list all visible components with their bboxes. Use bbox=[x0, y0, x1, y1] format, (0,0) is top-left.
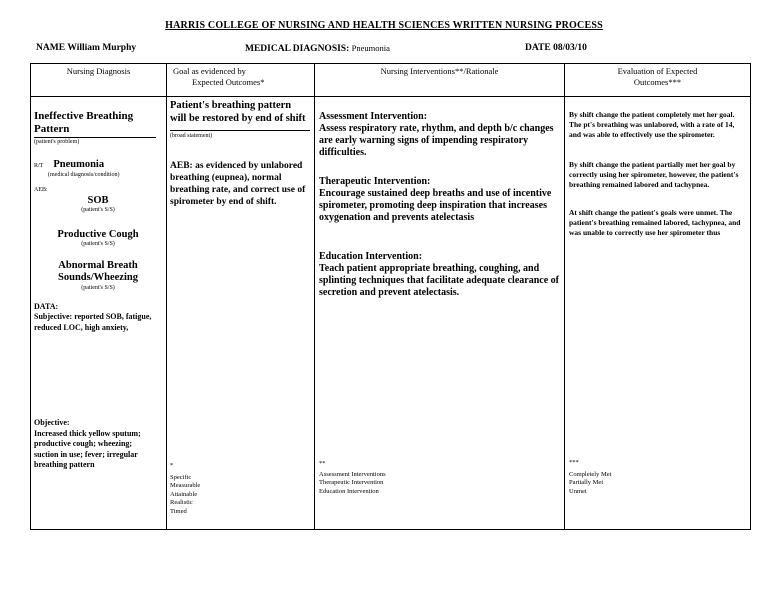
sign-sob: SOB bbox=[87, 194, 109, 206]
therapeutic-text: Encourage sustained deep breaths and use of incentive spirometer, promoting deep inspiration that increases oxygenation and prevents atelectasis bbox=[319, 188, 552, 223]
evaluation-header-line1: Evaluation of Expected bbox=[617, 66, 698, 76]
evaluation-legend bbox=[569, 459, 746, 496]
legend-unmet: Unmet bbox=[569, 487, 587, 495]
evaluation-partial: By shift change the patient partially met her goal by correctly using her spirometer, however, the patient's breathing remained labored and tachypnea. bbox=[569, 160, 739, 189]
goal-broad-statement: Patient's breathing pattern will be restored by end of shift bbox=[170, 100, 310, 131]
therapeutic-title: Therapeutic Intervention: bbox=[319, 176, 431, 187]
legend-completely-met: Completely Met bbox=[569, 470, 612, 478]
document-title: HARRIS COLLEGE OF NURSING AND HEALTH SCIENCES WRITTEN NURSING PROCESS bbox=[165, 20, 603, 31]
objective-section bbox=[34, 418, 158, 471]
sign-abnormal-breath-note: (patient's S/S) bbox=[81, 284, 115, 291]
goal-column bbox=[170, 100, 310, 208]
evaluation-unmet: At shift change the patient's goals were unmet. The patient's breathing remained labored, tachypnea, and was unable to correctly use her spirometer thus bbox=[569, 208, 741, 237]
column-divider-3 bbox=[564, 64, 565, 530]
column-divider-2 bbox=[314, 64, 315, 530]
sign-abnormal-breath-line1: Abnormal Breath bbox=[58, 259, 138, 271]
assessment-text: Assess respiratory rate, rhythm, and depth b/c changes are early warning signs of impending respiratory difficulties. bbox=[319, 123, 554, 158]
document-date bbox=[525, 43, 587, 53]
evaluation-met: By shift change the patient completely met her goal. The pt's breathing was unlabored, with a rate of 14, and was able to effectively use the spirometer. bbox=[569, 110, 735, 139]
education-title: Education Intervention: bbox=[319, 251, 423, 262]
smart-timed: Timed bbox=[170, 507, 187, 515]
column-divider-1 bbox=[166, 64, 167, 530]
medical-diagnosis bbox=[245, 43, 390, 54]
rt-value: Pneumonia bbox=[53, 158, 105, 170]
sign-abnormal-breath-line2: Sounds/Wheezing bbox=[58, 272, 138, 283]
table-bottom-border bbox=[30, 529, 751, 530]
interventions-column bbox=[319, 111, 561, 299]
table-left-border bbox=[30, 64, 31, 530]
objective-data: Increased thick yellow sputum; productive cough; wheezing; suction in use; fever; irregular breathing pattern bbox=[34, 428, 141, 469]
rt-label: R/T bbox=[34, 162, 44, 169]
diagnosis-column bbox=[34, 110, 162, 333]
smart-specific: Specific bbox=[170, 473, 192, 481]
assessment-title: Assessment Intervention: bbox=[319, 111, 428, 122]
problem-note: (patient's problem) bbox=[34, 139, 80, 145]
sign-productive-cough: Productive Cough bbox=[57, 228, 139, 240]
goal-header-line2: Expected Outcomes* bbox=[192, 77, 265, 87]
table-right-border bbox=[750, 64, 751, 530]
name-label: NAME bbox=[36, 43, 66, 53]
interventions-legend bbox=[319, 460, 559, 496]
table-top-border bbox=[30, 63, 751, 64]
goal-broad-note: (broad statement) bbox=[170, 133, 213, 139]
subjective-data: Subjective: reported SOB, fatigue, reduced LOC, high anxiety, bbox=[34, 312, 152, 332]
patient-name bbox=[36, 43, 136, 53]
name-value: William Murphy bbox=[67, 43, 137, 53]
rt-note: (medical diagnosis/condition) bbox=[48, 171, 120, 178]
smart-attainable: Attainable bbox=[170, 490, 198, 498]
legend-therapeutic: Therapeutic Intervention bbox=[319, 479, 384, 486]
education-text: Teach patient appropriate breathing, coughing, and splinting techniques that facilitate adequate clearance of secretion and prevent atelectasis. bbox=[319, 263, 559, 298]
legend-partially-met: Partially Met bbox=[569, 479, 604, 486]
sign-sob-note: (patient's S/S) bbox=[81, 207, 115, 213]
smart-measurable: Measurable bbox=[170, 482, 201, 489]
evaluation-header-line2: Outcomes*** bbox=[633, 77, 682, 87]
interventions-legend-mark: ** bbox=[319, 460, 326, 467]
aeb-label: AEB: bbox=[34, 187, 48, 193]
data-label: DATA: bbox=[34, 302, 59, 311]
diagnosis-label: MEDICAL DIAGNOSIS: bbox=[245, 44, 350, 54]
date-label: DATE bbox=[525, 43, 551, 53]
goal-header-line1: Goal as evidenced by bbox=[173, 66, 246, 76]
header-row-border bbox=[30, 96, 751, 97]
diagnosis-value: Pneumonia bbox=[351, 43, 390, 53]
evaluation-column bbox=[569, 110, 746, 238]
legend-education: Education Intervention bbox=[319, 487, 379, 495]
smart-realistic: Realistic bbox=[170, 499, 193, 506]
smart-legend-mark: * bbox=[170, 462, 174, 469]
objective-label: Objective: bbox=[34, 418, 70, 427]
column-header-diagnosis: Nursing Diagnosis bbox=[66, 66, 131, 76]
legend-assessment: Assessment Interventions bbox=[319, 470, 386, 478]
sign-productive-cough-note: (patient's S/S) bbox=[81, 241, 115, 247]
column-header-interventions: Nursing Interventions**/Rationale bbox=[380, 66, 499, 76]
problem-statement: Ineffective Breathing Pattern bbox=[34, 110, 156, 138]
smart-legend bbox=[170, 462, 310, 516]
evaluation-legend-mark: *** bbox=[569, 459, 579, 466]
column-header-evaluation bbox=[565, 66, 750, 88]
goal-aeb-outcomes: AEB: as evidenced by unlabored breathing (eupnea), normal breathing rate, and correct use of spirometer by end of shift. bbox=[170, 160, 306, 207]
date-value: 08/03/10 bbox=[553, 43, 587, 53]
column-header-goal bbox=[167, 66, 314, 88]
